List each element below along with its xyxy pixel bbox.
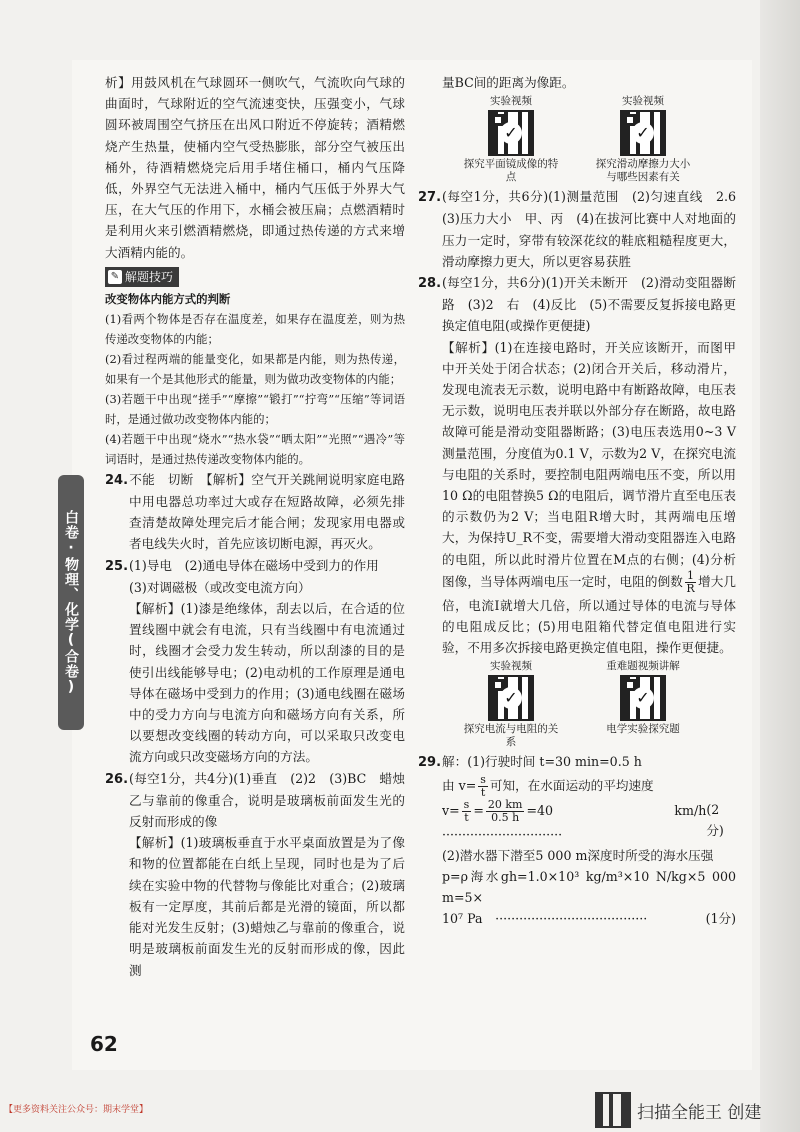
tip-title: 改变物体内能方式的判断 (105, 291, 231, 306)
q29-step-3 (418, 799, 736, 845)
check-icon: ✓ (500, 122, 522, 144)
left-column (105, 72, 405, 981)
q29-step-4: (2)潜水器下潜至5 000 m深度时所受的海水压强 (442, 847, 714, 863)
fraction-denominator: 0.5 h (491, 810, 520, 824)
formula-suffix: 可知，在水面运动的平均速度 (489, 777, 654, 793)
qr-caption-bottom: 电学实验探究题 (606, 723, 680, 736)
q26-analysis: 【解析】(1)玻璃板垂直于水平桌面放置是为了像和物的位置都能在白纸上呈现，同时也是为了后续在实验中物的代替物与像能比对重合；(2)玻璃板有一定厚度，其前后都是光滑的镜面，所以都能对光发生反射；(3)蜡烛乙与靠前的像重合，说明是玻璃板前面发生光的反射而形成的像，因此测 (129, 835, 405, 978)
tip-item: (3)若题干中出现“搓手”“摩擦”“锻打”“拧弯”“压缩”等词语时，是通过做功改变物体内能的； (105, 391, 405, 426)
q25-analysis: 【解析】(1)漆是绝缘体，刮去以后，在合适的位置线圈中就会有电流，只有当线圈中有电流通过时，线圈才会受力发生转动，所以刮漆的目的是使引出线能够导电；(2)电动机的工作原理是通电导体在磁场中受到力的作用；(3)通电线圈在磁场中的受力方向与电流方向和磁场方向有关系，所以要想改变线圈的转动方向，可以采取只改变电流方向或只改变磁场方向的方法。 (129, 601, 405, 765)
tip-item: (2)看过程两端的能量变化，如果都是内能，则为热传递，如果有一个是其他形式的能量，则为做功改变物体的内能； (105, 351, 405, 386)
q28-number: 28. (418, 276, 442, 292)
tip-badge (105, 267, 179, 287)
fraction-denominator: t (480, 785, 486, 799)
formula-result: =40 km/h ······························ (442, 802, 707, 842)
q26-answer: (每空1分，共4分)(1)垂直 (2)2 (3)BC 蜡烛乙与靠前的像重合，说明是玻璃板前面发生光的反射而形成的像 (129, 770, 405, 830)
qr-caption-top: 实验视频 (490, 660, 532, 673)
q24 (105, 469, 405, 555)
q24-number: 24. (105, 472, 129, 488)
tip-item: (1)看两个物体是否存在温度差，如果存在温度差，则为热传递改变物体的内能； (105, 311, 405, 346)
pressure-result: 10⁷ Pa ······································ (442, 911, 648, 927)
footer-note: 【更多资料关注公众号：期末学堂】 (4, 1105, 149, 1115)
formula-prefix: v= (442, 802, 460, 818)
check-icon: ✓ (632, 687, 654, 709)
right-column (418, 72, 749, 930)
q25-number: 25. (105, 558, 129, 574)
q26 (105, 768, 405, 833)
page-number: 62 (90, 1032, 118, 1056)
speed-formula: v= $\frac{s}{t}$ = $\frac{20 km}{0.5 h}$ =40 km/h ······························ (442, 797, 707, 842)
qr-code-icon[interactable] (488, 110, 534, 156)
fraction-1-over-r (685, 570, 696, 595)
qr-caption-bottom: 探究滑动摩擦力大小与哪些因素有关 (595, 158, 691, 184)
qr-caption-top: 实验视频 (490, 95, 532, 108)
fraction-numerator: s (480, 772, 486, 786)
qr-row-1 (418, 95, 736, 184)
scanner-watermark (595, 1092, 761, 1128)
tip-item: (4)若题干中出现“烧水”“热水袋”“晒太阳”“光照”“遇冷”等词语时，是通过热传递改变物体内能的。 (105, 431, 405, 466)
q29-step-1: 解：(1)行驶时间 t=30 min=0.5 h (442, 754, 642, 770)
scanner-text: 扫描全能王 创建 (637, 1102, 762, 1123)
fraction-s-over-t (478, 774, 488, 799)
qr-code-icon[interactable] (620, 675, 666, 721)
qr-code-icon[interactable] (488, 675, 534, 721)
fraction-denominator: t (464, 810, 469, 824)
qr-caption-bottom: 探究电流与电阻的关系 (463, 723, 559, 749)
q25-answer-2: (3)对调磁极（或改变电流方向） (129, 579, 311, 595)
q29-step-6 (418, 908, 736, 929)
q24-text: 不能 切断 【解析】空气开关跳闸说明家庭电路中用电器总功率过大或存在短路故障，必须先排查清楚故障处理完后才能合闸；发现家用电器或者电线失火时，首先应该切断电源，再灭火。 (129, 471, 405, 552)
qr-row-2 (418, 660, 736, 749)
q29 (418, 751, 736, 773)
score-label: (1分) (705, 911, 736, 927)
qr-video-4[interactable] (595, 660, 691, 749)
q27-text: (每空1分，共6分)(1)测量范围 (2)匀速直线 2.6 (3)压力大小 甲、丙 (4)在拔河比赛中人对地面的压力一定时，穿带有较深花纹的鞋底粗糙程度更大，滑动摩擦力更大，所以更容易获胜 (442, 189, 749, 269)
fraction-numerator: 20 km (487, 797, 523, 811)
formula-prefix: 由 v= (442, 777, 477, 793)
q27 (418, 186, 749, 272)
qr-caption-top: 重难题视频讲解 (606, 660, 680, 673)
wrench-icon: ✎ (108, 270, 122, 284)
qr-caption-bottom: 探究平面镜成像的特点 (463, 158, 559, 184)
q25 (105, 555, 405, 577)
q29-step-5: p=ρ海水gh=1.0×10³ kg/m³×10 N/kg×5 000 m=5× (442, 869, 736, 906)
qr-caption-top: 实验视频 (622, 95, 664, 108)
q28-answer: (每空1分，共6分)(1)开关未断开 (2)滑动变阻器断路 (3)2 右 (4)反比 (5)不需要反复拆接电路更换定值电阻(或操作更便捷) (442, 275, 736, 334)
fraction-numerator: 1 (686, 568, 694, 582)
q26-number: 26. (105, 771, 129, 787)
q27-number: 27. (418, 190, 442, 206)
tip-label: 解题技巧 (125, 269, 174, 284)
check-icon: ✓ (500, 687, 522, 709)
qr-video-3[interactable] (463, 660, 559, 749)
qr-code-icon (595, 1092, 631, 1128)
q26-continued: 量BC间的距离为像距。 (442, 75, 575, 90)
scan-edge (760, 0, 800, 1132)
fraction-s-over-t (462, 799, 472, 824)
q29-step-2 (418, 774, 736, 799)
book-side-tab: 白卷·物理、化学(合卷) (58, 475, 84, 730)
q28 (418, 272, 736, 337)
q29-number: 29. (418, 755, 442, 771)
score-label: (2分) (706, 801, 724, 838)
q28-analysis-part-2: 增大几倍，电流I就增大几倍，所以通过导体的电流与导体的电阻成反比；(5)用电阻箱代替定值电阻进行实验，不用多次拆接电路更换定值电阻，操作更便捷。 (442, 573, 737, 656)
q25-answer-1: (1)导电 (2)通电导体在磁场中受到力的作用 (129, 557, 379, 573)
qr-code-icon[interactable] (620, 110, 666, 156)
q23-analysis: 析】用鼓风机在气球圆环一侧吹气，气流吹向气球的曲面时，气球附近的空气流速变快，压强变小，气球圆环被周围空气挤压在出风口附近不停旋转；酒精燃烧产生热量，使桶内空气受热膨胀，部分空气被压出桶外，待酒精燃烧完后用手堵住桶口，桶内气压降低，外界空气无法进入桶中，桶内气压低于外界大气压，在大气压的作用下，水桶会被压扁；点燃酒精时是利用火来引燃酒精燃烧，即通过热传递的方式来增大酒精内能的。 (105, 75, 405, 260)
q28-analysis (418, 337, 736, 659)
fraction-distance-over-time (486, 799, 525, 824)
check-icon: ✓ (632, 122, 654, 144)
fraction-numerator: s (463, 797, 470, 811)
qr-video-2[interactable] (595, 95, 691, 184)
qr-video-1[interactable] (463, 95, 559, 184)
q28-analysis-part-1: 【解析】(1)在连接电路时，开关应该断开，而图甲中开关处于闭合状态；(2)闭合开关后，移动滑片，发现电流表无示数，说明电路中有断路故障，电压表无示数，说明电压表并联以外部分存在断路，故电路故障可能是滑动变阻器断路；(3)电压表选用0~3 V测量范围，分度值为0.1 V，示数为2 V，在探究电流与电阻的关系时，要控制电阻两端电压不变，所以用10 Ω的电阻替换5 Ω的电阻后，调节滑片直至电压表的示数仍为2 V；当电阻R增大时，其两端电压增大，为保持U_R不变，需要增大滑动变阻器连入电路的电阻，所以此时滑片位置在M点的右侧；(4)分析图像，当导体两端电压一定时，电阻的倒数 (442, 339, 736, 589)
fraction-denominator: R (686, 581, 695, 595)
